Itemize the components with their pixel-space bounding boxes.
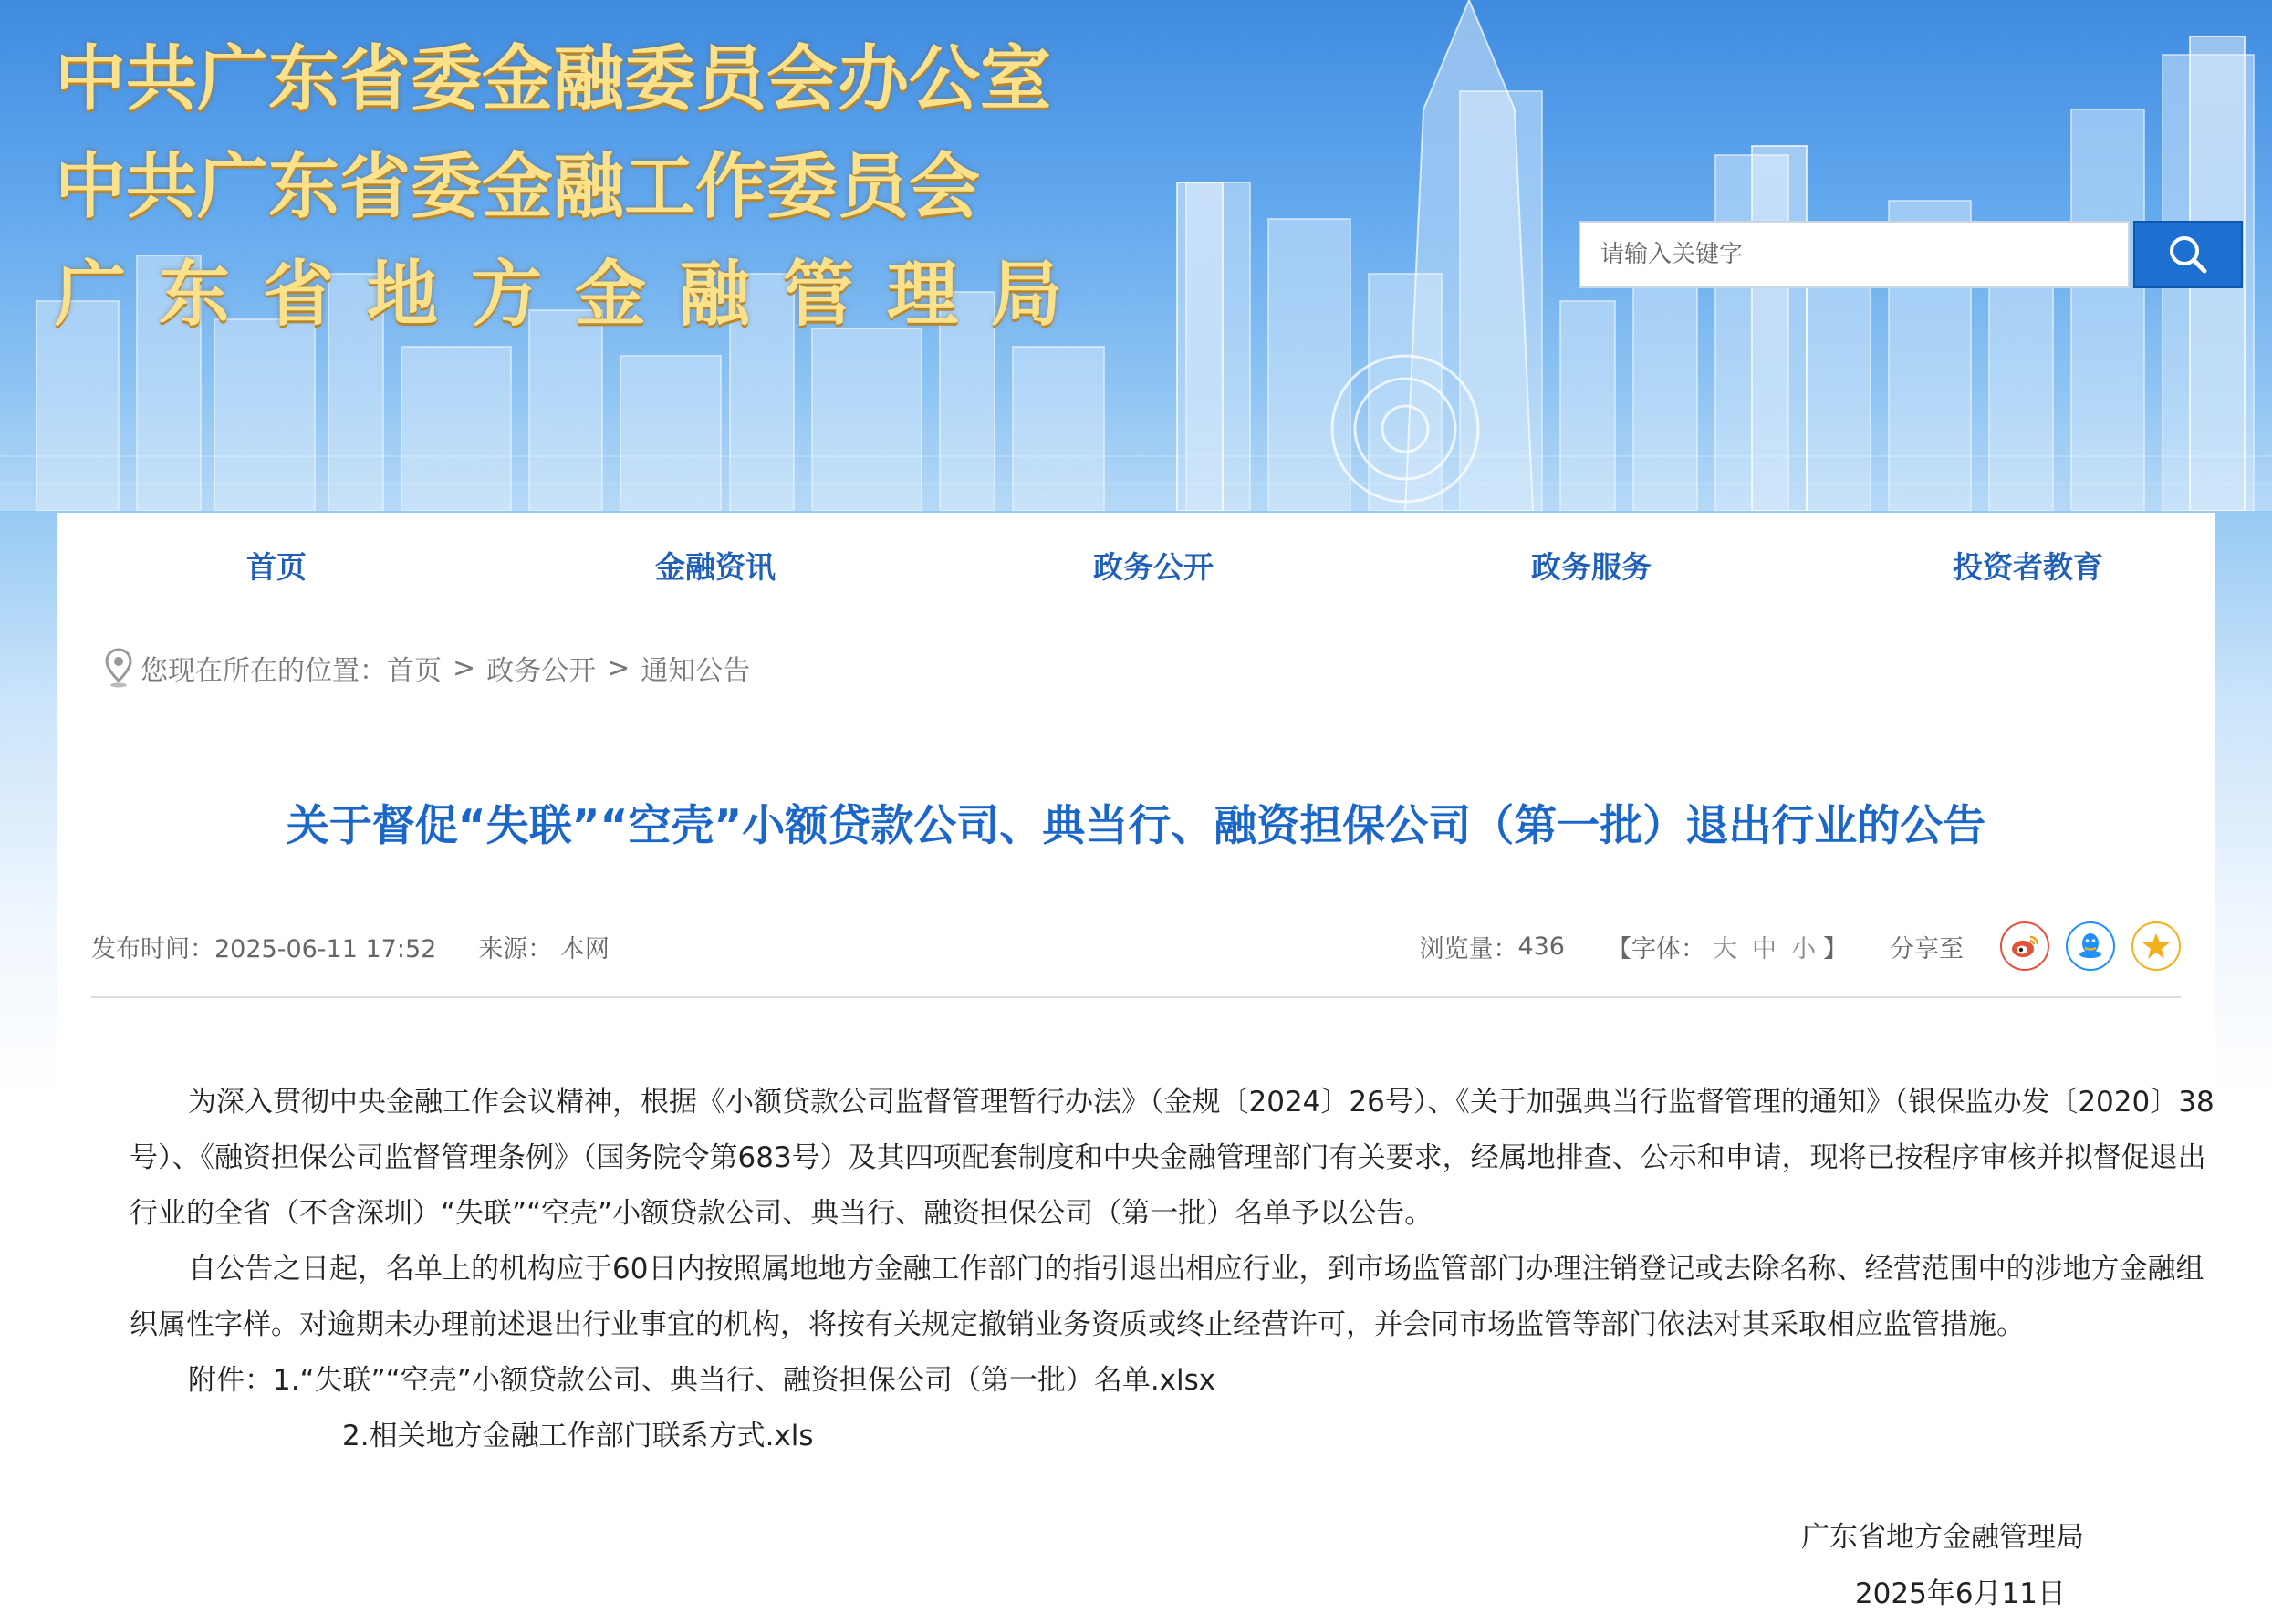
attachment-link-2[interactable]: 2.相关地方金融工作部门联系方式.xls	[342, 1420, 814, 1452]
breadcrumb-home[interactable]: 首页	[387, 655, 442, 687]
qzone-icon	[2142, 932, 2171, 961]
weibo-icon	[2009, 932, 2040, 960]
share-qzone-button[interactable]	[2131, 921, 2181, 971]
breadcrumb-notices[interactable]: 通知公告	[641, 655, 751, 687]
source: 本网	[559, 935, 610, 963]
attachment-link-1[interactable]: 1.“失联”“空壳”小额贷款公司、典当行、融资担保公司（第一批）名单.xlsx	[273, 1364, 1216, 1397]
font-size-large-button[interactable]: 大	[1713, 934, 1737, 963]
publish-time: 2025-06-11 17:52	[214, 935, 437, 963]
nav-item-finance-news[interactable]: 金融资讯	[655, 549, 776, 585]
font-size-small-button[interactable]: 小	[1791, 934, 1816, 963]
share-qq-button[interactable]	[2066, 921, 2115, 971]
signature-organization: 广东省地方金融管理局	[1801, 1521, 2084, 1554]
article-signature	[1801, 1509, 2084, 1622]
share-label: 分享至	[1890, 934, 1964, 963]
breadcrumb-prefix: 您现在所在的位置：	[141, 655, 387, 687]
banner-title-line-2: 中共广东省委金融工作委员会	[55, 146, 981, 228]
article-paragraph: 自公告之日起，名单上的机构应于60日内按照属地地方金融工作部门的指引退出相应行业，到市场监管部门办理注销登记或去除名称、经营范围中的涉地方金融组织属性字样。对逾期未办理前述退出行业事宜的机构，将按有关规定撤销业务资质或终止经营许可，并会同市场监管等部门依法对其采取相应监管措施。	[130, 1253, 2204, 1341]
breadcrumb-separator: >	[607, 651, 631, 684]
breadcrumb-government-affairs[interactable]: 政务公开	[486, 655, 597, 687]
content-panel	[57, 513, 2215, 1624]
font-size-label-open: 【字体：	[1607, 934, 1705, 963]
nav-item-home[interactable]: 首页	[246, 549, 307, 585]
attachment-line-1	[130, 1353, 2219, 1409]
view-count: 436	[1517, 932, 1565, 961]
nav-item-investor-education[interactable]: 投资者教育	[1953, 549, 2103, 585]
header-banner	[0, 0, 2272, 511]
publish-time-label: 发布时间：	[91, 935, 214, 963]
meta-left	[91, 929, 610, 964]
article-meta	[91, 914, 2181, 978]
location-pin-icon	[104, 648, 133, 688]
attachment-label: 附件：	[188, 1364, 273, 1397]
qq-icon	[2077, 931, 2104, 962]
views-label: 浏览量：	[1419, 934, 1518, 963]
nav-item-government-affairs[interactable]: 政务公开	[1093, 549, 1214, 585]
banner-titles	[55, 26, 1095, 349]
font-size-medium-button[interactable]: 中	[1752, 934, 1777, 963]
search-input[interactable]	[1579, 221, 2130, 288]
search-icon	[2165, 232, 2211, 277]
breadcrumb-separator: >	[453, 651, 476, 684]
main-nav	[57, 513, 2215, 613]
signature-date: 2025年6月11日	[1854, 1577, 2066, 1610]
article-title: 关于督促“失联”“空壳”小额贷款公司、典当行、融资担保公司（第一批）退出行业的公告	[286, 801, 1986, 851]
breadcrumb	[104, 648, 750, 688]
meta-divider	[91, 996, 2181, 998]
nav-item-government-services[interactable]: 政务服务	[1531, 549, 1652, 585]
search-box	[1579, 221, 2243, 292]
search-button[interactable]	[2133, 221, 2243, 288]
article-paragraph: 为深入贯彻中央金融工作会议精神，根据《小额贷款公司监督管理暂行办法》（金规〔2024〕26号）、《关于加强典当行监督管理的通知》（银保监办发〔2020〕38号）、《融资担保公司监督管理条例》（国务院令第683号）及其四项配套制度和中央金融管理部门有关要求，经属地排查、公示和申请，现将已按程序审核并拟督促退出行业的全省（不含深圳）“失联”“空壳”小额贷款公司、典当行、融资担保公司（第一批）名单予以公告。	[130, 1086, 2215, 1230]
banner-title-line-3: 广东省地方金融管理局	[55, 254, 1096, 336]
banner-title-line-1: 中共广东省委金融委员会办公室	[55, 38, 1052, 120]
share-weibo-button[interactable]	[2000, 921, 2049, 971]
meta-right	[1419, 914, 2181, 978]
source-label: 来源：	[478, 935, 553, 963]
attachment-line-2	[130, 1409, 2219, 1464]
font-size-label-close: 】	[1823, 934, 1848, 963]
article-body	[130, 1075, 2219, 1464]
